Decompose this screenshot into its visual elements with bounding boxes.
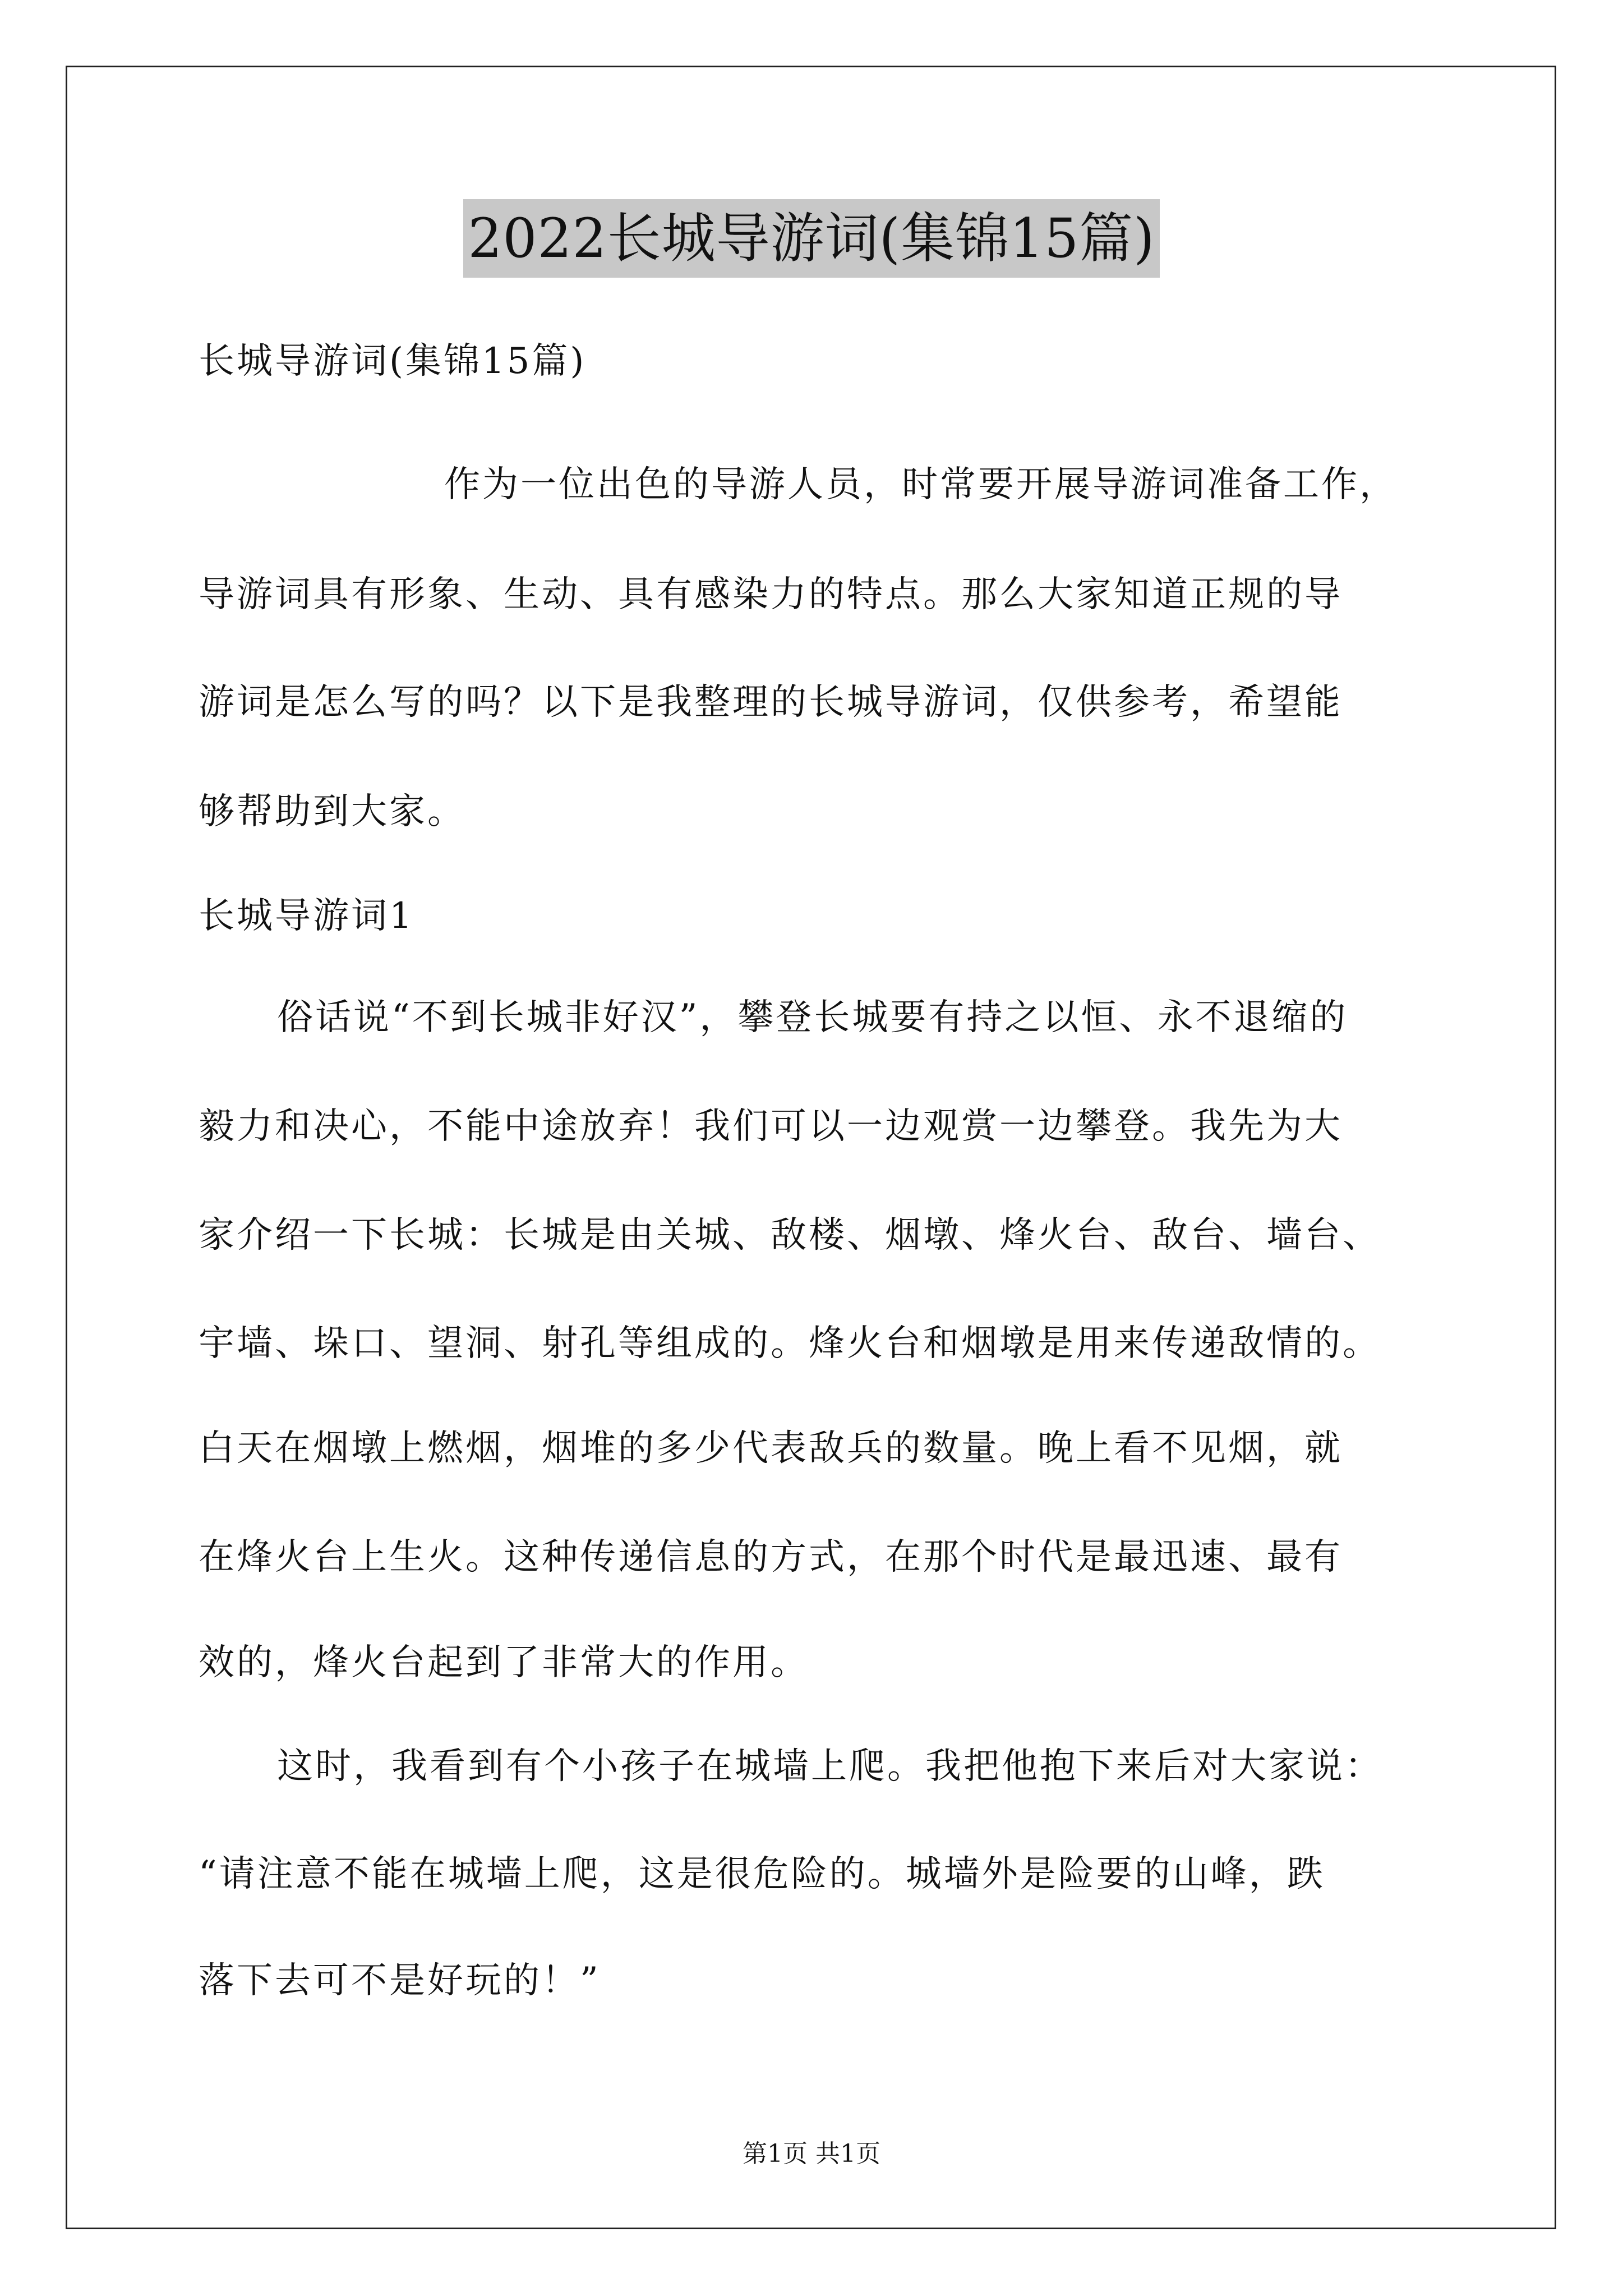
page-number: 第1页 共1页 <box>743 2139 880 2168</box>
paragraph1-line-4: 宇墙、垛口、望洞、射孔等组成的。烽火台和烟墩是用来传递敌情的。 <box>199 1323 1381 1364</box>
title-container <box>0 199 1623 278</box>
paragraph1-line-7: 效的，烽火台起到了非常大的作用。 <box>199 1642 809 1683</box>
intro-line-2: 导游词具有形象、生动、具有感染力的特点。那么大家知道正规的导 <box>199 574 1343 615</box>
subtitle: 长城导游词(集锦15篇) <box>199 341 587 382</box>
intro-line-3: 游词是怎么写的吗？以下是我整理的长城导游词，仅供参考，希望能 <box>199 682 1343 723</box>
paragraph2-line-3: 落下去可不是好玩的！” <box>199 1960 601 2001</box>
paragraph1-line-5: 白天在烟墩上燃烟，烟堆的多少代表敌兵的数量。晚上看不见烟，就 <box>199 1428 1343 1469</box>
intro-line-4: 够帮助到大家。 <box>199 791 465 832</box>
paragraph2-line-1: 这时，我看到有个小孩子在城墙上爬。我把他抱下来后对大家说： <box>277 1746 1383 1787</box>
paragraph1-line-2: 毅力和决心，不能中途放弃！我们可以一边观赏一边攀登。我先为大 <box>199 1106 1343 1147</box>
paragraph1-line-6: 在烽火台上生火。这种传递信息的方式，在那个时代是最迅速、最有 <box>199 1536 1343 1578</box>
intro-line-1: 作为一位出色的导游人员，时常要开展导游词准备工作， <box>444 464 1398 505</box>
section-heading: 长城导游词1 <box>199 895 414 937</box>
paragraph2-line-2: “请注意不能在城墙上爬，这是很危险的。城墙外是险要的山峰，跌 <box>199 1853 1325 1895</box>
paragraph1-line-3: 家介绍一下长城：长城是由关城、敌楼、烟墩、烽火台、敌台、墙台、 <box>199 1214 1381 1256</box>
paragraph1-line-1: 俗话说“不到长城非好汉”，攀登长城要有持之以恒、永不退缩的 <box>277 997 1348 1038</box>
document-title: 2022长城导游词(集锦15篇) <box>463 199 1159 278</box>
